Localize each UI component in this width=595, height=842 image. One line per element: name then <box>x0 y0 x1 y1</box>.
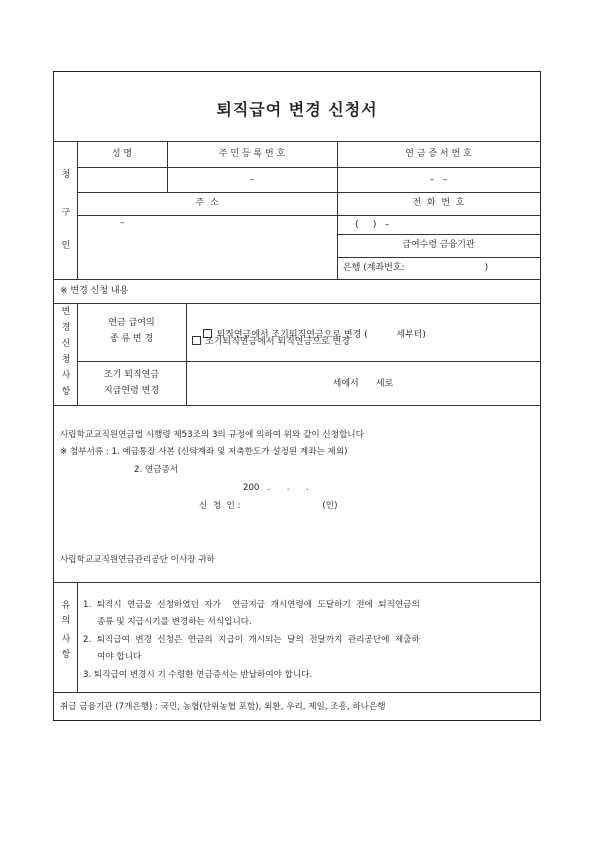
cert-number-field[interactable]: – – <box>429 175 448 185</box>
application-form <box>53 71 541 721</box>
divider <box>77 582 78 692</box>
note-1-cont: 종류 및 지급시기를 변경하는 서식입니다. <box>97 617 252 627</box>
note-1: 1. 퇴직시 연금을 신청하였던 자가 연금지급 개시연령에 도달하기 전에 퇴직연금의 <box>83 600 420 610</box>
applicant-side-label: 인 <box>61 241 71 251</box>
divider <box>54 279 540 280</box>
form-title: 퇴직급여 변경 신청서 <box>216 100 378 119</box>
divider <box>54 141 540 142</box>
notes-side-label: 유 의 사 항 <box>61 601 71 660</box>
rrn-field[interactable]: – <box>249 175 255 185</box>
age-change-label: 조기 퇴직연금 지급연령 변경 <box>103 370 160 396</box>
address-header: 주 소 <box>195 198 219 208</box>
divider <box>77 215 540 216</box>
applicant-side-label: 청 <box>61 170 71 180</box>
type-change-label: 연금 급여의 종 류 변 경 <box>108 318 155 344</box>
addressee: 사립학교교직원연금관리공단 이사장 귀하 <box>60 555 215 565</box>
attachments-line: 2. 연금증서 <box>134 465 179 475</box>
statement-text: 사립학교교직원연금법 시행령 제53조의 3의 규정에 의하여 위와 같이 신청합니다 <box>60 430 364 440</box>
option-retirement-pension[interactable]: 조기퇴직연금에서 퇴직연금으로 변경 <box>192 336 350 348</box>
footer-banks: 취급 금융기관 (7개은행) : 국민, 농협(단위농협 포함), 외환, 우리, 제일, 조흥, 하나은행 <box>60 702 386 712</box>
note-2: 2. 퇴직급여 변경 신청은 연금의 지급이 개시되는 달의 전달까지 관리공단에 제출하 <box>83 635 420 645</box>
change-section-label: ※ 변경 신청 내용 <box>60 286 129 296</box>
option-early-retirement[interactable]: 퇴직연금에서 조기퇴직연금으로 변경 ( 세부터) <box>192 318 426 352</box>
divider <box>337 257 540 258</box>
phone-field[interactable]: ( ) – <box>355 220 390 230</box>
divider <box>337 141 338 279</box>
note-3: 3. 퇴직급여 변경시 기 수령한 연금증서는 반납하여야 합니다. <box>83 670 313 680</box>
divider <box>54 405 540 406</box>
divider <box>77 192 540 193</box>
checkbox[interactable] <box>192 336 201 345</box>
name-field[interactable] <box>78 168 166 191</box>
note-2-cont: 여야 합니다 <box>97 652 142 662</box>
bank-header: 급여수령 금융기관 <box>402 240 475 250</box>
name-header: 성 명 <box>111 149 133 159</box>
phone-header: 전 화 번 호 <box>412 198 465 208</box>
rrn-header: 주 민 등 록 번 호 <box>218 149 286 159</box>
divider <box>54 692 540 693</box>
divider <box>77 141 78 279</box>
date-line[interactable]: 200 . . . <box>243 483 309 493</box>
bank-account-field[interactable]: 은행 (계좌번호: ) <box>343 263 489 273</box>
age-change-field[interactable]: 세에서 세로 <box>332 379 394 389</box>
divider <box>337 234 540 235</box>
signer-line[interactable]: 신 청 인 : (인) <box>199 501 338 511</box>
divider <box>54 582 540 583</box>
applicant-side-label: 구 <box>61 208 71 218</box>
divider <box>54 303 540 304</box>
address-field[interactable]: – <box>120 218 125 228</box>
change-side-label: 변 경 신 청 사 항 <box>61 307 71 397</box>
divider <box>77 361 540 362</box>
cert-number-header: 연 금 증 서 번 호 <box>405 149 472 159</box>
attachments-line: ※ 첨부서류 : 1. 예금통장 사본 (신탁계좌 및 저축한도가 설정된 계좌는 제외) <box>60 447 348 457</box>
